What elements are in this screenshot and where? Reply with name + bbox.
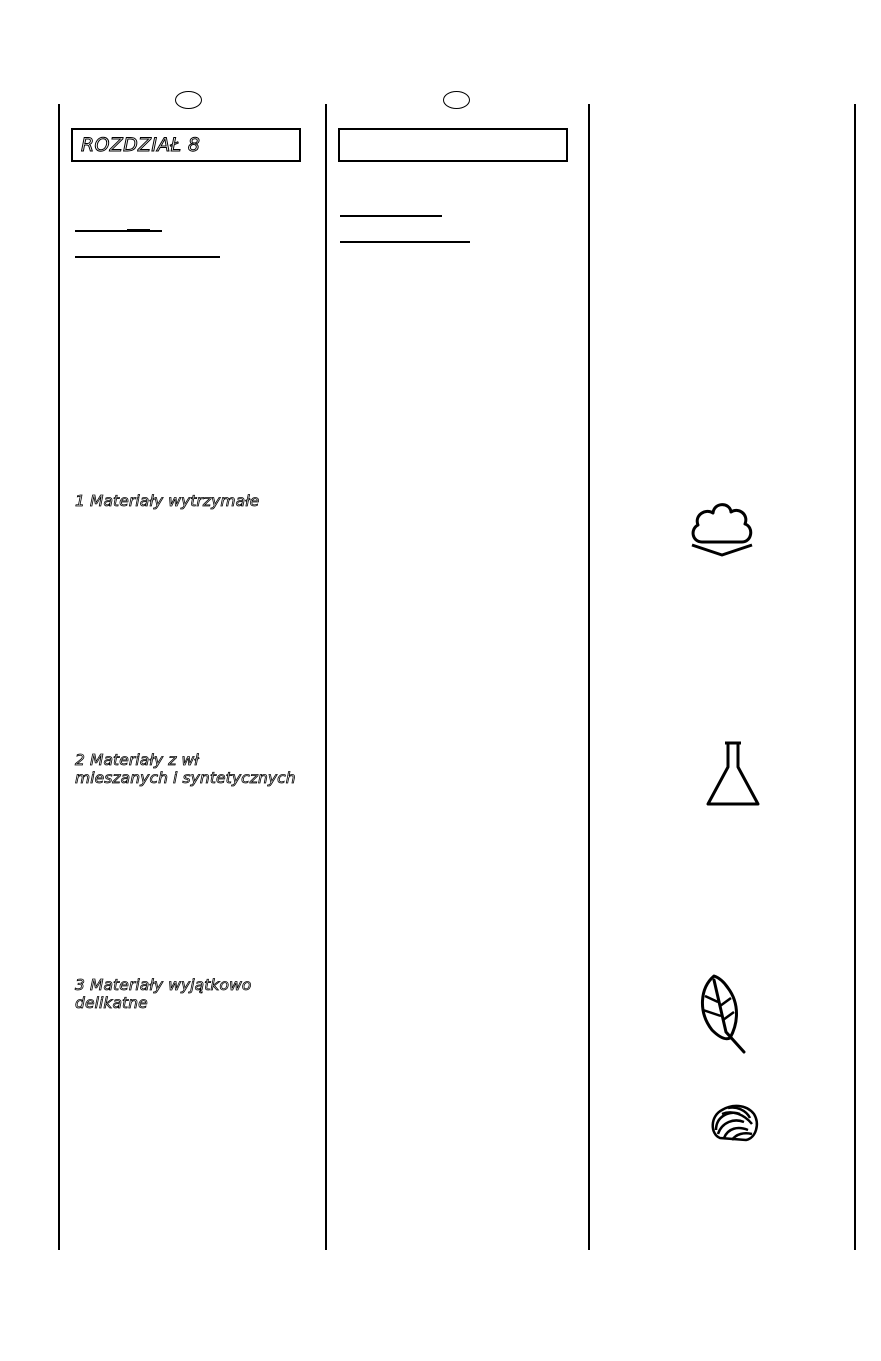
underline-rule-3 <box>340 215 442 217</box>
section-heading-3-line-1: 3 Materiały wyjątkowo <box>75 976 252 994</box>
flask-icon <box>704 740 762 808</box>
language-marker-circle-1 <box>175 91 202 109</box>
underline-rule-1-accent <box>127 229 150 232</box>
column-divider-middle-left <box>325 104 327 1250</box>
section-heading-2-line-2: mieszanych i syntetycznych <box>75 769 296 787</box>
section-heading-1-line-1: 1 Materiały wytrzymałe <box>75 492 260 510</box>
chapter-box-right <box>338 128 568 162</box>
column-divider-middle-right <box>588 104 590 1250</box>
section-heading-3-line-2: delikatne <box>75 994 148 1012</box>
underline-rule-4 <box>340 241 470 243</box>
chapter-title: ROZDZIAŁ 8 <box>81 134 201 156</box>
feather-icon <box>694 972 752 1056</box>
language-marker-circle-2 <box>443 91 470 109</box>
section-heading-2 <box>75 751 296 787</box>
section-heading-1 <box>75 492 259 510</box>
section-heading-3 <box>75 976 251 1012</box>
chapter-box-left <box>71 128 301 162</box>
underline-rule-2 <box>75 256 220 258</box>
column-divider-right <box>854 104 856 1250</box>
section-heading-2-line-1: 2 Materiały z wł <box>75 751 199 769</box>
wool-icon <box>708 1100 760 1144</box>
cotton-icon <box>686 498 758 560</box>
column-divider-left <box>58 104 60 1250</box>
